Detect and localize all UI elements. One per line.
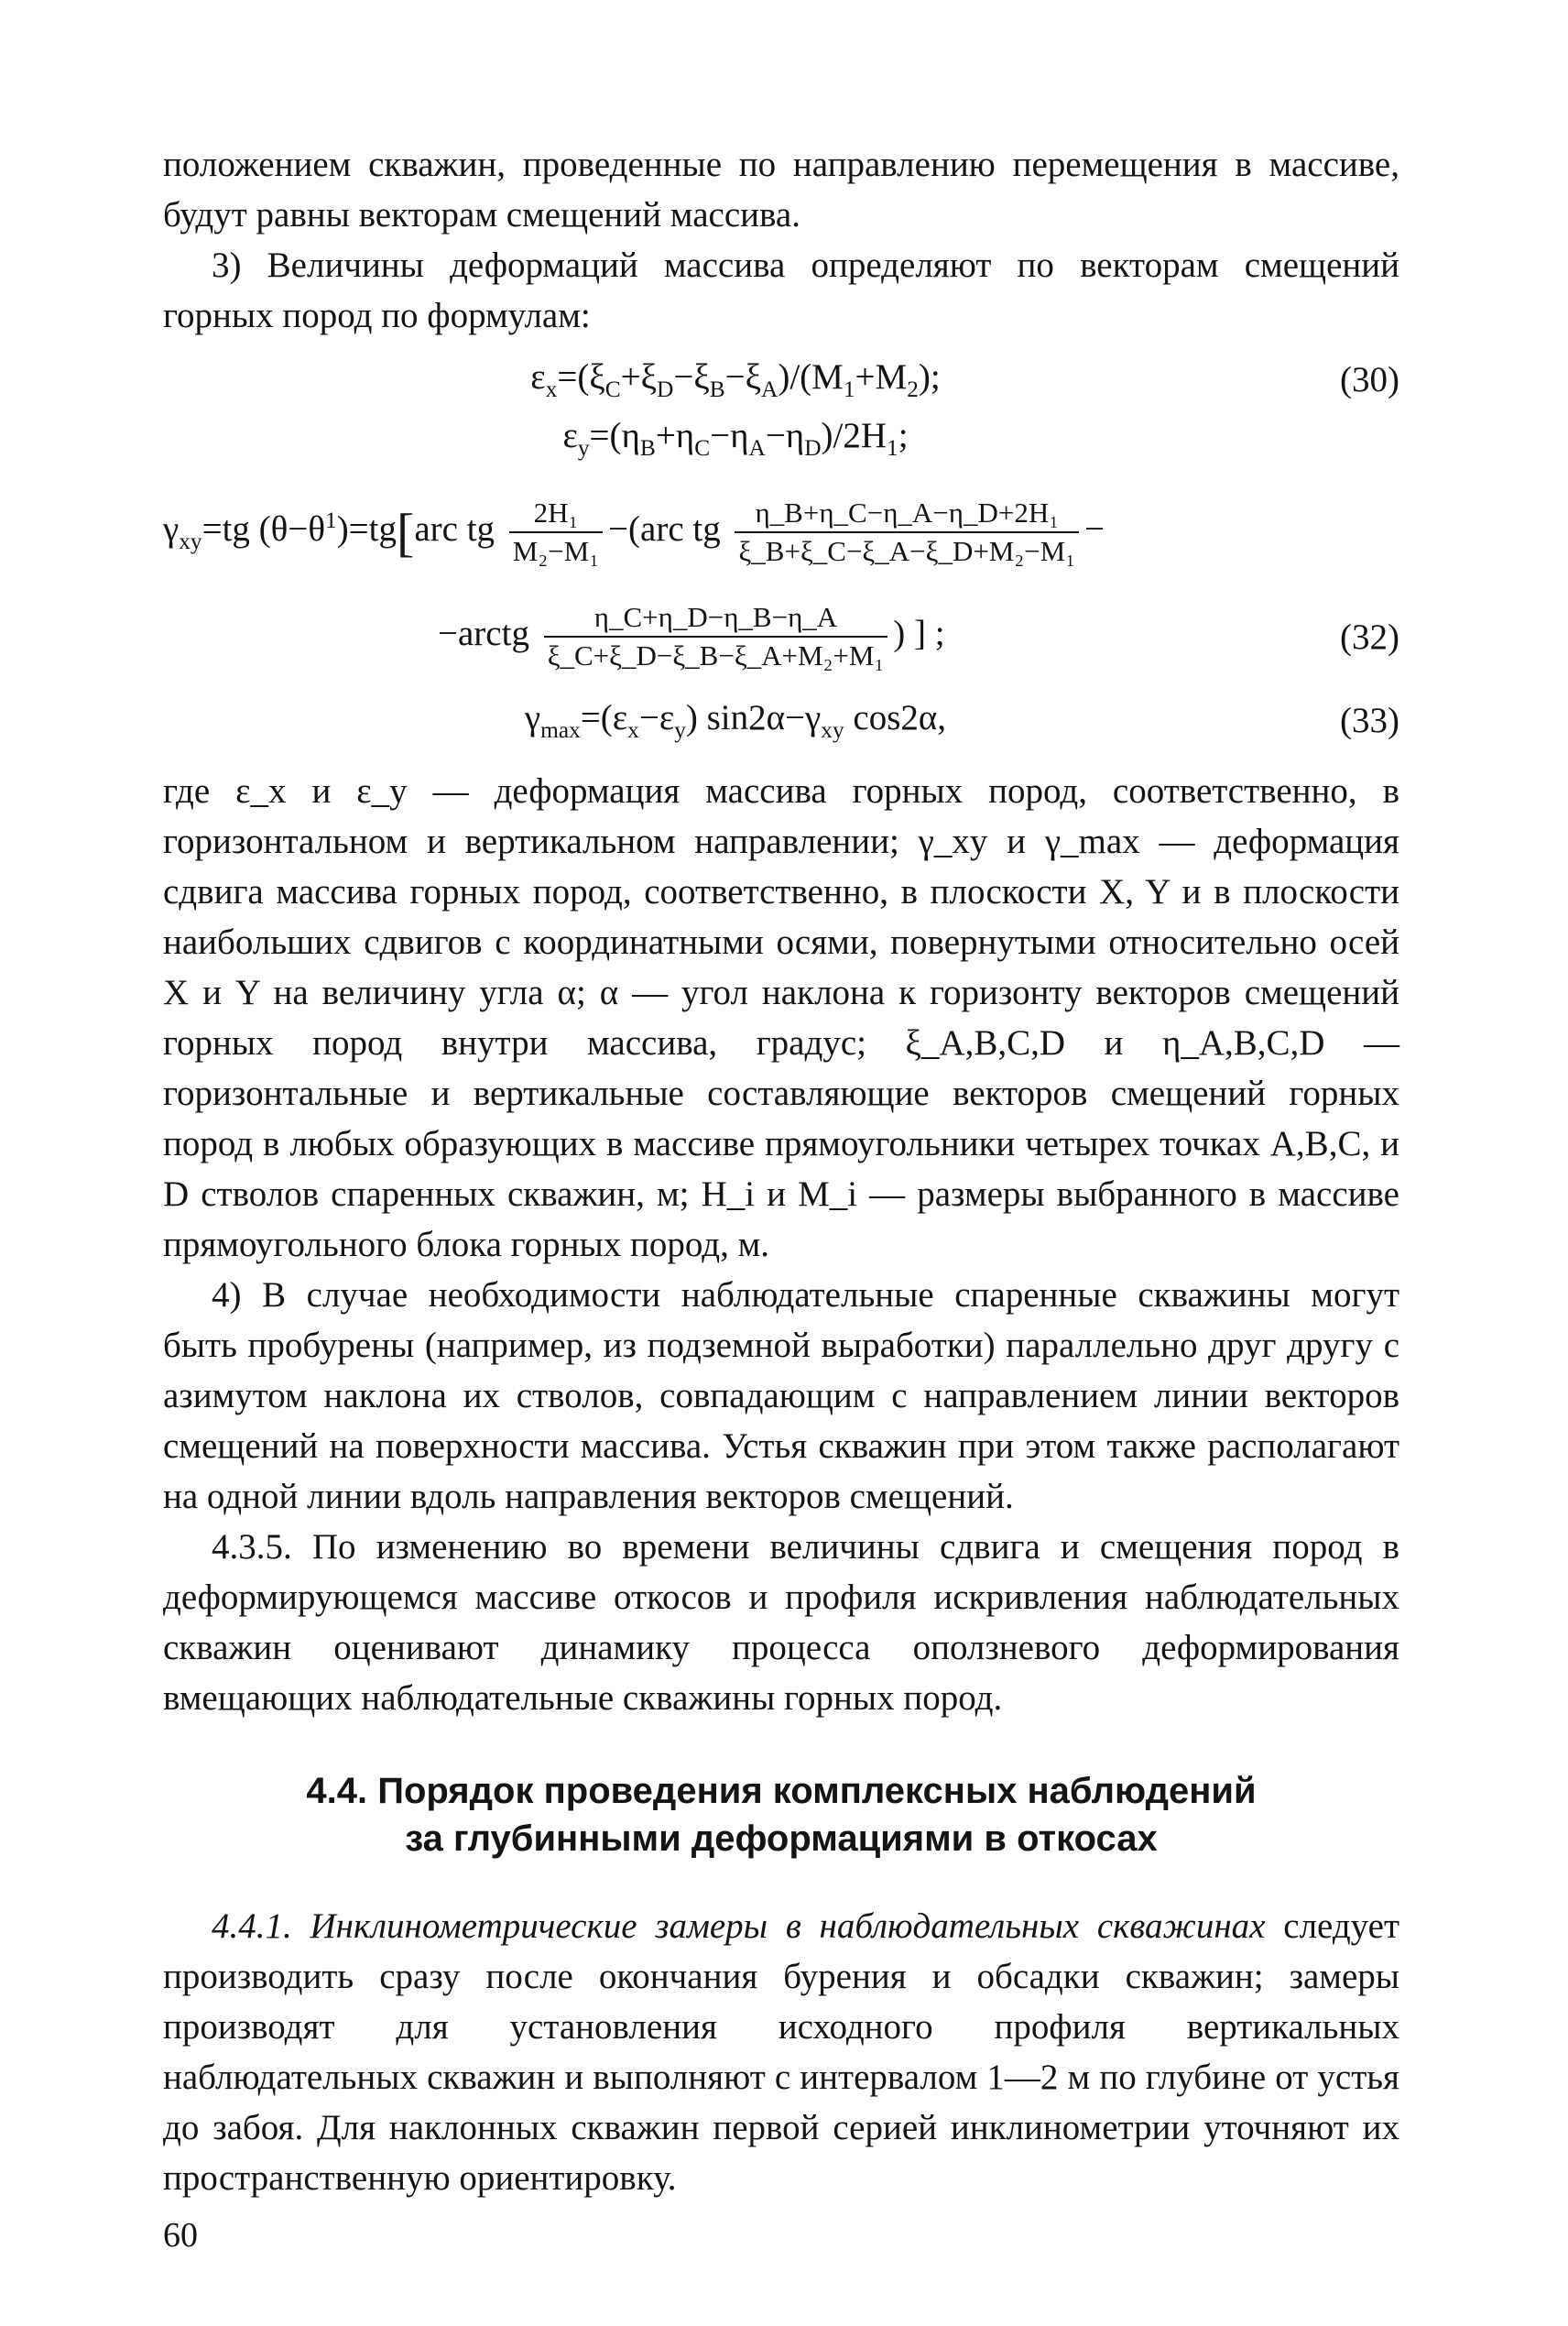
paragraph-definitions: где ε_x и ε_y — деформация массива горных пород, соответственно, в горизонтальном и вертикальном направлении; γ_xy и γ_max — деформация сдвига массива горных пород, соответственно, в плоскости X, Y и в плоскости наибольших сдвигов с координатными осями, повернутыми относительно осей X и Y на величину угла α; α — угол наклона к горизонту векторов смещений горных пород внутри массива, градус; ξ_A,B,C,D и η_A,B,C,D — горизонтальные и вертикальные составляющие векторов смещений горных пород в любых образующих в массиве прямоугольники четырех точках A,B,C, и D стволов спаренных скважин, м; H_i и M_i — размеры выбранного в массиве прямоугольного блока горных пород, м. bbox=[163, 771, 1399, 1264]
formula-30-number: (30) bbox=[1340, 359, 1399, 399]
heading-line-2: за глубинными деформациями в откосах bbox=[405, 1818, 1158, 1859]
formula-30 bbox=[163, 350, 1399, 409]
fraction-3: $\frac{\eta\_C+\eta\_D-\eta\_B-\eta\_A}{\text{ξ\_C+ξ\_D−ξ\_B−ξ\_A+M₂+M₁}}$ bbox=[544, 601, 888, 672]
text-column bbox=[163, 139, 1399, 2203]
formula-31-expression: $\varepsilon_y=(\eta_B+\eta_C-\eta_A-\eta_D)/2H_1$; bbox=[562, 415, 909, 461]
paragraph-4-4-1-rest: следует производить сразу после окончания бурения и обсадки скважин; замеры производят для установления исходного профиля вертикальных наблюдательных скважин и выполняют с интервалом 1—2 м по глубине от устья до забоя. Для наклонных скважин первой серией инклинометрии уточняют их пространственную ориентировку. bbox=[163, 1906, 1400, 2198]
formula-31 bbox=[163, 409, 1399, 467]
formula-32-expression-a: $\gamma_{xy}=tg$ $(\theta-\theta^1)=tg[arc$ tg $\frac{\text{2H₁}}{\text{M₂−M₁}}$ −(arc tg $\frac{\text{η\_B+η\_C−η\_A−η\_D+2H₁}}{\text{ξ\_B+ξ\_C−ξ\_A−ξ\_D+M₂−M₁}}$ − bbox=[163, 497, 1105, 567]
paragraph-4-3-5: 4.3.5. По изменению во времени величины сдвига и смещения пород в деформирующемся массиве откосов и профиля искривления наблюдательных скважин оценивают динамику процесса оползневого деформирования вмещающих наблюдательные скважины горных пород. bbox=[163, 1527, 1399, 1718]
formula-32-expression-b: −arctg $\frac{\eta\_C+\eta\_D-\eta\_B-\eta\_A}{\text{ξ\_C+ξ\_D−ξ\_B−ξ\_A+M₂+M₁}}$ ) ] ; bbox=[438, 601, 945, 672]
formula-32-line-1 bbox=[163, 487, 1399, 577]
formula-32-line-2 bbox=[163, 592, 1399, 682]
paragraph-step-4: 4) В случае необходимости наблюдательные спаренные скважины могут быть пробурены (например, из подземной выработки) параллельно друг другу с азимутом наклона их стволов, совпадающим с направлением линии векторов смещений на поверхности массива. Устья скважин при этом также располагают на одной линии вдоль направления векторов смещений. bbox=[163, 1275, 1399, 1516]
formula-33-expression: $\gamma_{max}=(\varepsilon_x-\varepsilon_y)$ $\sin 2\alpha-\gamma_{xy}$ cos2α, bbox=[524, 697, 947, 743]
page-number: 60 bbox=[163, 2216, 198, 2255]
section-heading-4-4 bbox=[163, 1767, 1399, 1862]
formula-33 bbox=[163, 691, 1399, 749]
paragraph-4-4-1-italic: 4.4.1. Инклинометрические замеры в наблюдательных скважинах bbox=[212, 1906, 1266, 1946]
formula-33-number: (33) bbox=[1340, 700, 1399, 740]
paragraph-step-3: 3) Величины деформаций массива определяют по векторам смещений горных пород по формулам: bbox=[163, 246, 1399, 335]
paragraph-continuation: положением скважин, проведенные по направлению перемещения в массиве, будут равны векторам смещений массива. bbox=[163, 145, 1399, 235]
fraction-2: $\frac{\text{η\_B+η\_C−η\_A−η\_D+2H₁}}{\text{ξ\_B+ξ\_C−ξ\_A−ξ\_D+M₂−M₁}}$ bbox=[735, 497, 1079, 568]
formula-32-number: (32) bbox=[1340, 617, 1399, 657]
fraction-1: $\frac{\text{2H₁}}{\text{M₂−M₁}}$ bbox=[509, 497, 603, 568]
paragraph-4-4-1 bbox=[163, 1901, 1399, 2203]
formula-30-expression: $\varepsilon_x=(\xi_C+\xi_D-\xi_B-\xi_A)/(M_1+M_2)$; bbox=[530, 356, 941, 402]
heading-line-1: 4.4. Порядок проведения комплексных наблюдений bbox=[306, 1771, 1257, 1811]
